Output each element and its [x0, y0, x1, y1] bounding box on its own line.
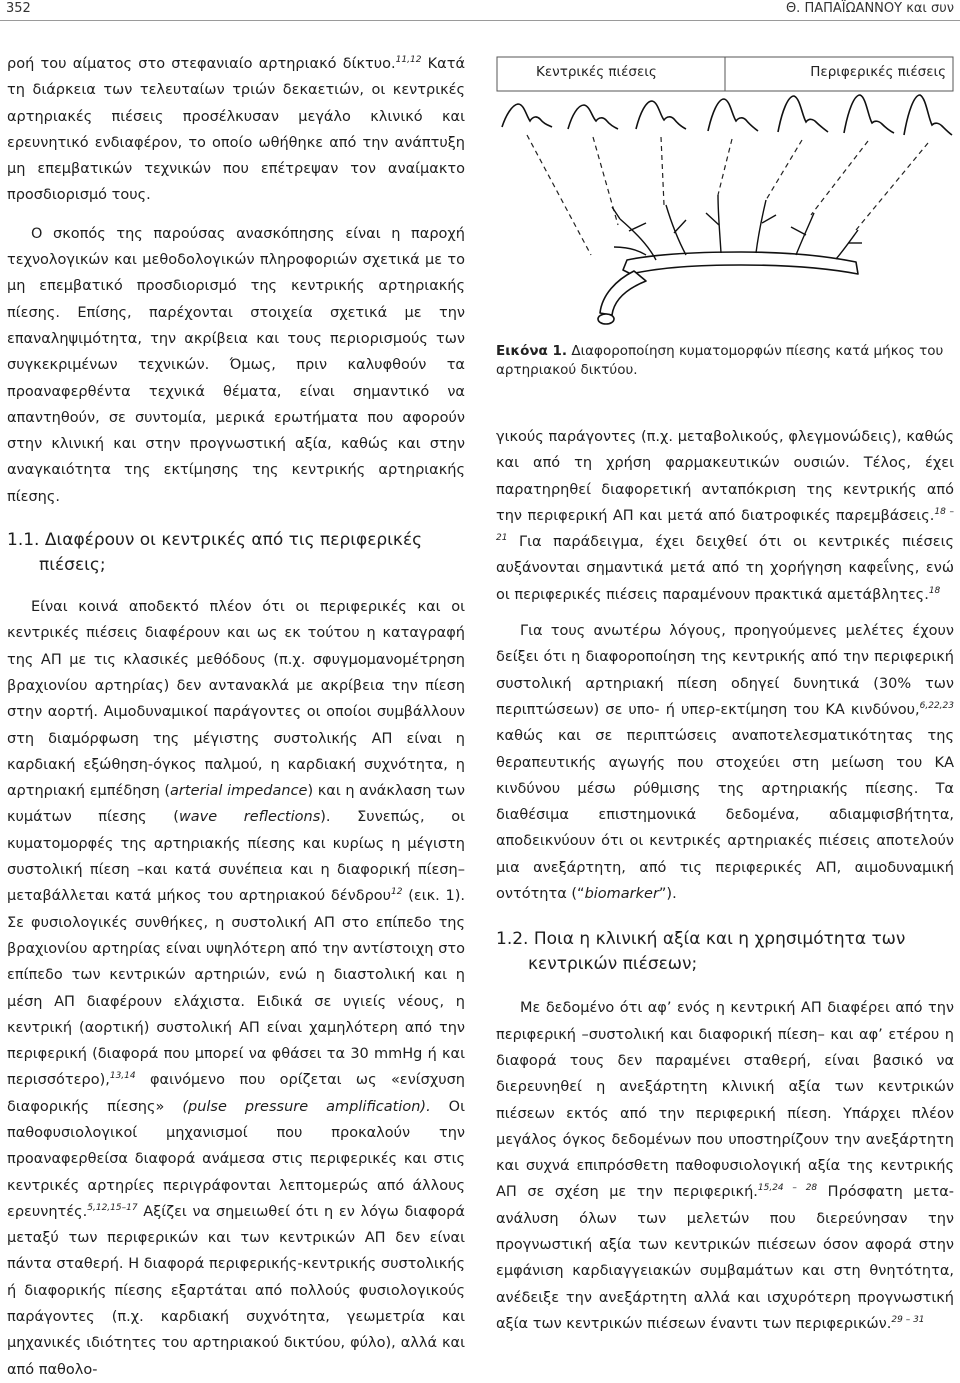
branches [612, 195, 862, 260]
citation: 5,12,15–17 [87, 1202, 138, 1213]
branch [791, 227, 806, 235]
figure-caption [496, 342, 954, 380]
branch [762, 215, 776, 223]
citation: 29 – 31 [891, 1314, 925, 1325]
waveform-3 [636, 101, 686, 129]
leader-5 [766, 140, 802, 200]
aorta [598, 252, 858, 324]
leader-1 [527, 135, 591, 255]
paragraph: Για τους ανωτέρω λόγους, προηγούμενες μελέτες έχουν δείξει ότι η διαφοροποίηση της κεντρικής από την περιφερική συστολική αρτηριακή πίεση οδηγεί δυνητικά (30% των περιπτώσεων) σε υπο- ή υπερ-εκτίμηση του ΚΑ κινδύνου,$^{6,22,23}$ καθώς και σε περιπτώσεις αναποτελεσματικότητας της θεραπευτικής αγωγής που στοχεύει στη μείωση του ΚΑ κινδύνου μέσω ρύθμισης της αρτηριακής πίεσης. Τα διαθέσιμα επιστημονικά δεδομένα, αδιαμφισβήτητα, αποδεικνύουν ότι οι κεντρικές αρτηριακές πιέσεις αποτελούν μια ανεξάρτητη, από τις περιφερικές ΑΠ, αιμοδυναμική οντότητα (“biomarker”). [496, 623, 954, 903]
page-header [0, 0, 960, 22]
label-central-pressures: Κεντρικές πιέσεις [536, 64, 657, 80]
branch [836, 230, 858, 259]
label-peripheral-pressures: Περιφερικές πιέσεις [810, 64, 946, 80]
waveform-1 [502, 104, 552, 127]
header-rule [0, 20, 960, 21]
citation: 13,14 [109, 1071, 136, 1082]
aortic-arch [600, 271, 646, 315]
caption-text: Διαφοροποίηση κυματομορφών πίεσης κατά μήκος του αρτηριακού δικτύου. [496, 343, 944, 378]
left-column [7, 51, 465, 1383]
page-number: 352 [6, 1, 31, 16]
aortic-root [598, 314, 614, 324]
waveform-6 [844, 95, 894, 133]
running-head: Θ. ΠΑΠΑΪΩΑΝΝΟΥ και συν [785, 1, 954, 16]
arterial-tree-diagram [496, 55, 954, 345]
pressure-waveforms [502, 95, 952, 135]
leader-6 [811, 141, 868, 215]
leader-4 [718, 139, 732, 195]
aorta-trunk [623, 252, 858, 274]
paragraph: ροή του αίματος στο στεφανιαίο αρτηριακό δίκτυο.$^{11,12}$ Κατά τη διάρκεια των τελευταίων τριών δεκαετιών, οι κεντρικές αρτηριακές πιέσεις προσέλκυσαν μεγάλο κλινικό και ερευνητικό ενδιαφέρον, το οποίο ωθήθηκε από την ανάπτυξη μη επεμβατικών τεχνικών που επέτρεψαν τον αναίμακτο προσδιορισμό τους. [7, 55, 465, 204]
leader-2 [593, 137, 618, 225]
branch [706, 213, 719, 225]
citation: 15,24 – 28 [757, 1183, 818, 1194]
waveform-5 [778, 96, 828, 132]
leader-3 [661, 137, 664, 205]
citation: 12 [391, 887, 403, 898]
waveform-4 [708, 99, 758, 131]
citation: 18 – 21 [496, 506, 954, 544]
leader-7 [856, 143, 928, 230]
right-column [496, 424, 954, 1337]
section-title: Ποια η κλινική αξία και η χρησιμότητα των κεντρικών πιέσεων; [528, 929, 906, 975]
branch [674, 220, 686, 233]
figure-1 [496, 55, 954, 345]
paragraph: Ο σκοπός της παρούσας ανασκόπησης είναι η παροχή τεχνολογικών και μεθοδολογικών πληροφοριών σχετικά με το μη επεμβατικό προσδιορισμό της κεντρικής αρτηριακής πίεσης. Επίσης, παρέχονται στοιχεία σχετικά με την επαναληψιμότητα, την ακρίβεια και τους περιορισμούς των συγκεκριμένων τεχνικών. Όμως, πριν καλυφθούν τα προαναφερθέντα τεχνικά θέματα, είναι σημαντικό να απαντηθούν, σε συντομία, μερικά ερωτήματα που αφορούν στην κλινική και στην προγνωστική αξία, καθώς και στην αναγκαιότητα της εκτίμησης της κεντρικής αρτηριακής πίεσης. [7, 225, 465, 505]
citation: 11,12 [395, 55, 422, 65]
paragraph: Είναι κοινά αποδεκτό πλέον ότι οι περιφερικές και οι κεντρικές πιέσεις διαφέρουν και ως εκ τούτου η καταγραφή της ΑΠ με τις κλασικές μεθόδους (π.χ. σφυγμομανομέτρηση βραχιονίου αρτηρίας) δεν αντανακλά με ακρίβεια την πίεση στην αορτή. Αιμοδυναμικοί παράγοντες οι οποίοι συμβάλλουν στη διαμόρφωση της μέγιστης συστολικής ΑΠ είναι η καρδιακή εξώθηση-όγκος παλμού, η καρδιακή συχνότητα, η αρτηριακή εμπέδηση (arterial impedance) και η ανάκλαση των κυμάτων πίεσης (wave reflections). Συνεπώς, οι κυματομορφές της αρτηριακής πίεσης και κυρίως η μέγιστη συστολική πίεση –και κατά συνέπεια και η διαφορική πίεση– μεταβάλλεται κατά μήκος του αρτηριακού δένδρου$^{12}$ (εικ. 1). Σε φυσιολογικές συνθήκες, η συστολική ΑΠ στο επίπεδο της βραχιονίου αρτηρίας είναι υψηλότερη από την αντίστοιχη στο επίπεδο των κεντρικών αρτηριών, ενώ η διαστολική και η μέση ΑΠ διαφέρουν ελάχιστα. Ειδικά σε υγιείς νέους, η κεντρική (αορτική) συστολική ΑΠ είναι χαμηλότερη από την περιφερική (διαφορά που μπορεί να φθάσει τα 30 mmHg ή και περισσότερο),$^{13,14}$ φαινόμενο που ορίζεται ως «ενίσχυση διαφορικής πίεσης» (pulse pressure amplification). Οι παθοφυσιολογικοί μηχανισμοί που προκαλούν την προαναφερθείσα διαφορά ανάμεσα στις περιφερικές και στις κεντρικές αρτηρίες περιγράφονται λεπτομερώς από άλλους ερευνητές.$^{5,12,15-17}$ Αξίζει να σημειωθεί ότι η εν λόγω διαφορά μεταξύ των περιφερικών και των κεντρικών ΑΠ δεν είναι πάντα σταθερή. Η διαφορά περιφερικής-κεντρικής συστολικής ή διαφορικής πίεσης εξαρτάται από πολλούς φυσιολογικούς παράγοντες (π.χ. καρδιακή συχνότητα, γεωμετρία και μηχανικές ιδιότητες του αρτηριακού δικτύου, φύλο), αλλά και από παθολο- [7, 599, 466, 1378]
waveform-7 [904, 95, 952, 135]
section-number: 1.2. [496, 929, 529, 950]
section-number: 1.1. [7, 530, 40, 551]
branch [614, 247, 646, 255]
branch [620, 219, 656, 260]
branch [756, 200, 766, 253]
paragraph: Με δεδομένο ότι αφ’ ενός η κεντρική ΑΠ διαφέρει από την περιφερική –συστολική και διαφορική πίεση– και αφ’ ετέρου η διαφορά τους δεν παραμένει σταθερή, είναι βασικό να διερευνηθεί η ανεξάρτητη κλινική αξία των κεντρικών πιέσεων εκτός από την περιφερική πίεση. Υπάρχει πλέον μεγάλος όγκος δεδομένων που υποστηρίζουν την ανεξάρτητη και συχνά επιπρόσθετη παθοφυσιολογική αξία της κεντρικής ΑΠ σε σχέση με την περιφερική.$^{15,24 - 28}$ Πρόσφατη μετα-ανάλυση όλων των μελετών που διερεύνησαν την προγνωστική αξία των κεντρικών πιέσεων όσον αφορά στην εμφάνιση καρδιαγγειακών συμβαμάτων και στη θνητότητα, ανέδειξε την ανεξάρτητη αλλά και ισχυρότερη προγνωστική αξία των κεντρικών πιέσεων έναντι των περιφερικών.$^{29 - 31}$ [496, 1000, 954, 1332]
section-title: Διαφέρουν οι κεντρικές από τις περιφερικές πιέσεις; [39, 530, 423, 576]
section-heading-1-1 [7, 528, 465, 578]
caption-label: Εικόνα 1. [496, 343, 568, 359]
dashed-leaders [527, 135, 928, 255]
citation: 6,22,23 [919, 700, 954, 711]
citation: 18 [928, 585, 941, 596]
paragraph: γικούς παράγοντες (π.χ. μεταβολικούς, φλεγμονώδεις), καθώς και από τη χρήση φαρμακευτικών ουσιών. Τέλος, έχει παρατηρηθεί διαφορετική ανταπόκριση της κεντρικής από την περιφερική ΑΠ και μετά από διατροφικές παρεμβάσεις.$^{18 - 21}$ Για παράδειγμα, έχει δειχθεί ότι οι κεντρικές πιέσεις αυξάνονται σημαντικά μετά από τη χορήγηση καφεΐνης, ενώ οι περιφερικές πιέσεις παραμένουν πρακτικά αμετάβλητες.$^{18}$ [496, 429, 954, 603]
section-heading-1-2 [496, 927, 954, 977]
waveform-2 [568, 105, 618, 129]
branch [629, 223, 646, 231]
